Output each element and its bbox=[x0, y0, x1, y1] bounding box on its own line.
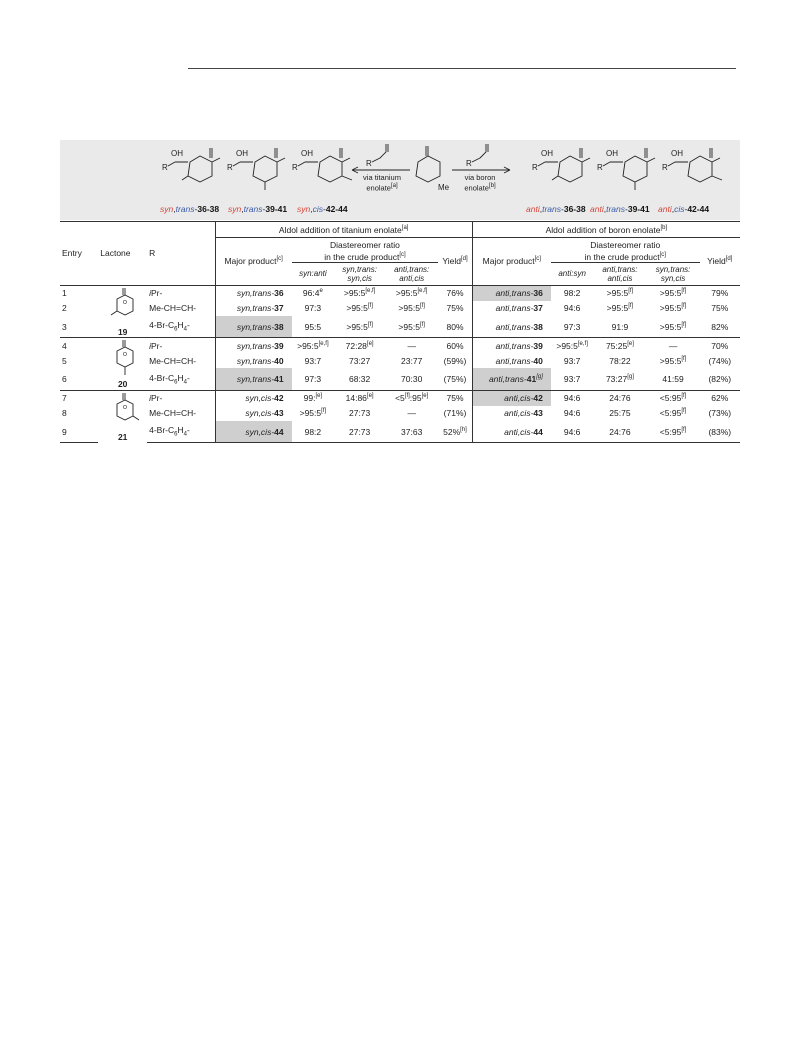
ti-antitrans-anticis-cell: — bbox=[385, 338, 438, 354]
r-cell: iPr- bbox=[147, 390, 215, 406]
ti-dr-header: Diastereomer ratio in the crude product[c] bbox=[292, 238, 439, 263]
b-yield-cell: (73%) bbox=[708, 408, 732, 419]
entry-cell: 3 bbox=[62, 321, 67, 332]
page-header-rule bbox=[188, 68, 736, 69]
ti-sub-1: syn:anti bbox=[292, 262, 335, 285]
ti-syntrans-syncis-cell: 73:27 bbox=[348, 355, 371, 366]
entry-header: Entry bbox=[60, 222, 98, 286]
b-major-product-cell: anti,trans-40 bbox=[472, 353, 551, 368]
b-antitrans-anticis-cell: >95:5[f] bbox=[606, 288, 634, 299]
lactone-number: 20 bbox=[117, 379, 128, 390]
label-syn-trans-39-41: syn,trans-39-41 bbox=[228, 204, 288, 214]
b-yield-cell: 62% bbox=[700, 390, 740, 406]
r-cell: Me-CH=CH- bbox=[149, 303, 197, 314]
b-syntrans-syncis-cell: — bbox=[647, 338, 700, 354]
b-syntrans-syncis-cell: 41:59 bbox=[662, 374, 684, 385]
ti-syn-anti-cell: >95:5[e,f] bbox=[292, 338, 335, 354]
boron-arrow-label: via boron enolate[b] bbox=[464, 173, 496, 193]
b-syntrans-syncis-cell: >95:5[f] bbox=[659, 288, 687, 299]
ti-sub-3: anti,trans: anti,cis bbox=[385, 262, 438, 285]
b-yield-cell: 70% bbox=[700, 338, 740, 354]
b-major-product-header: Major product[c] bbox=[472, 238, 551, 286]
ti-syntrans-syncis-cell: 27:73 bbox=[348, 408, 371, 419]
ti-major-product-header: Major product[c] bbox=[215, 238, 292, 286]
ti-major-product-cell: syn,trans-39 bbox=[215, 338, 292, 354]
b-syntrans-syncis-cell: <5:95[f] bbox=[647, 390, 700, 406]
entry-cell: 6 bbox=[62, 374, 67, 385]
table-row bbox=[60, 353, 740, 368]
b-sub-1: anti:syn bbox=[551, 262, 594, 285]
b-antitrans-anticis-cell: >95:5[f] bbox=[606, 303, 634, 314]
b-syntrans-syncis-cell: <5:95[f] bbox=[659, 408, 687, 419]
entry-cell: 5 bbox=[62, 355, 67, 366]
ti-syntrans-syncis-cell: 72:28[e] bbox=[334, 338, 385, 354]
b-major-product-cell: anti,trans-36 bbox=[472, 285, 551, 301]
svg-text:O: O bbox=[122, 404, 127, 411]
ti-major-product-cell: syn,trans-38 bbox=[215, 316, 292, 338]
b-yield-cell: (83%) bbox=[700, 421, 740, 443]
table-row bbox=[60, 301, 740, 316]
ti-yield-cell: 52%[h] bbox=[438, 421, 472, 443]
table-row bbox=[60, 406, 740, 421]
ti-antitrans-anticis-cell: >95:5[f] bbox=[398, 303, 425, 314]
lactone-cell bbox=[98, 285, 147, 338]
r-cell: $4-Br-C_6H_4-$ bbox=[149, 320, 190, 333]
lactone-number: 21 bbox=[117, 431, 128, 442]
ti-antitrans-anticis-cell: 70:30 bbox=[401, 374, 423, 385]
aldol-results-table bbox=[60, 221, 740, 443]
entry-cell: 9 bbox=[60, 421, 98, 443]
b-anti-syn-cell: >95:5[e,f] bbox=[551, 338, 594, 354]
structure-starting-lactone bbox=[416, 146, 440, 182]
ti-syntrans-syncis-cell: 27:73 bbox=[334, 421, 385, 443]
b-antitrans-anticis-cell: 24:76 bbox=[593, 390, 646, 406]
ti-major-product-cell: syn,trans-41 bbox=[215, 368, 292, 390]
ti-antitrans-anticis-cell: 37:63 bbox=[385, 421, 438, 443]
ti-major-product-cell: syn,cis-42 bbox=[215, 390, 292, 406]
ti-syn-anti-cell: 97:3 bbox=[304, 374, 322, 385]
entry-cell: 7 bbox=[60, 390, 98, 406]
svg-text:O: O bbox=[122, 352, 127, 359]
b-major-product-cell: anti,trans-37 bbox=[472, 301, 551, 316]
ti-syn-anti-cell: >95:5[f] bbox=[299, 408, 327, 419]
b-major-product-cell: anti,trans-39 bbox=[472, 338, 551, 354]
label-syn-cis-42-44: syn,cis-42-44 bbox=[297, 204, 348, 214]
b-sub-2: anti,trans: anti,cis bbox=[593, 262, 646, 285]
ti-syn-anti-cell: 95:5 bbox=[304, 321, 322, 332]
ti-yield-header: Yield[d] bbox=[438, 238, 472, 286]
r-cell: $4-Br-C_6H_4-$ bbox=[149, 372, 190, 386]
lactone-header: Lactone bbox=[98, 222, 147, 286]
ti-yield-cell: 80% bbox=[446, 321, 464, 332]
b-anti-syn-cell: 93:7 bbox=[563, 355, 581, 366]
entry-cell: 1 bbox=[62, 288, 67, 299]
table-row bbox=[60, 316, 740, 338]
b-anti-syn-cell: 98:2 bbox=[563, 288, 581, 299]
b-yield-cell: (82%) bbox=[708, 374, 732, 385]
ti-syn-anti-cell: 93:7 bbox=[304, 355, 322, 366]
r-label-6: R bbox=[662, 163, 668, 172]
ti-syn-anti-cell: 98:2 bbox=[292, 421, 335, 443]
titanium-arrow-label: via titanium enolate[a] bbox=[363, 173, 401, 193]
entry-cell: 2 bbox=[62, 303, 67, 314]
ti-sub-2: syn,trans: syn,cis bbox=[334, 262, 385, 285]
label-anti-trans-36-38: anti,trans-36-38 bbox=[526, 204, 586, 214]
b-syntrans-syncis-cell: >95:5[f] bbox=[659, 321, 687, 332]
b-dr-header: Diastereomer ratio in the crude product[c] bbox=[551, 238, 700, 263]
r-cell: Me-CH=CH- bbox=[149, 355, 197, 366]
r-label-2: R bbox=[227, 163, 233, 172]
ti-major-product-cell: syn,trans-40 bbox=[215, 353, 292, 368]
label-anti-cis-42-44: anti,cis-42-44 bbox=[658, 204, 710, 214]
b-anti-syn-cell: 94:6 bbox=[563, 408, 581, 419]
ti-syntrans-syncis-cell: 14:86[e] bbox=[334, 390, 385, 406]
b-sub-3: syn,trans: syn,cis bbox=[647, 262, 700, 285]
ti-major-product-cell: syn,cis-44 bbox=[215, 421, 292, 443]
ti-yield-cell: 76% bbox=[446, 288, 464, 299]
b-antitrans-anticis-cell: 91:9 bbox=[611, 321, 629, 332]
b-antitrans-anticis-cell: 25:75 bbox=[609, 408, 631, 419]
b-syntrans-syncis-cell: >95:5[f] bbox=[659, 355, 687, 366]
ti-syntrans-syncis-cell: >95:5[f] bbox=[346, 303, 373, 314]
table-row bbox=[60, 421, 740, 443]
lactone-cell bbox=[98, 390, 147, 443]
r-label-4: R bbox=[532, 163, 538, 172]
b-major-product-cell: anti,trans-41[g] bbox=[472, 368, 551, 390]
ti-syntrans-syncis-cell: >95:5[e,f] bbox=[343, 288, 376, 299]
table-row bbox=[60, 368, 740, 390]
r-cell: iPr- bbox=[147, 338, 215, 354]
header-row-1 bbox=[60, 222, 740, 238]
ti-yield-cell: 75% bbox=[446, 303, 464, 314]
r-label-3: R bbox=[292, 163, 298, 172]
ti-major-product-cell: syn,cis-43 bbox=[215, 406, 292, 421]
ti-yield-cell: (71%) bbox=[443, 408, 467, 419]
svg-text:O: O bbox=[122, 299, 127, 306]
ti-yield-cell: (75%) bbox=[443, 374, 467, 385]
ti-yield-cell: 60% bbox=[438, 338, 472, 354]
oh-label-5: OH bbox=[606, 149, 618, 158]
r-label-ald-1: R bbox=[366, 159, 372, 168]
b-syntrans-syncis-cell: <5:95[f] bbox=[647, 421, 700, 443]
b-yield-cell: (74%) bbox=[708, 355, 732, 366]
b-anti-syn-cell: 93:7 bbox=[563, 374, 581, 385]
r-header: R bbox=[147, 222, 215, 286]
r-cell: iPr- bbox=[149, 288, 163, 299]
b-yield-cell: 79% bbox=[711, 288, 729, 299]
ti-yield-cell: 75% bbox=[438, 390, 472, 406]
reaction-scheme bbox=[60, 140, 740, 220]
r-label-1: R bbox=[162, 163, 168, 172]
ti-major-product-cell: syn,trans-36 bbox=[215, 285, 292, 301]
b-yield-header: Yield[d] bbox=[700, 238, 740, 286]
oh-label-3: OH bbox=[301, 149, 313, 158]
table-row bbox=[60, 338, 740, 354]
r-cell: Me-CH=CH- bbox=[149, 408, 197, 419]
ti-syn-anti-cell: 97:3 bbox=[304, 303, 322, 314]
me-label: Me bbox=[438, 183, 450, 192]
b-major-product-cell: anti,cis-43 bbox=[472, 406, 551, 421]
ti-syn-anti-cell: 99:[e] bbox=[292, 390, 335, 406]
b-yield-cell: 75% bbox=[711, 303, 729, 314]
b-antitrans-anticis-cell: 24:76 bbox=[593, 421, 646, 443]
boron-header: Aldol addition of boron enolate[b] bbox=[472, 222, 740, 238]
b-syntrans-syncis-cell: >95:5[f] bbox=[659, 303, 687, 314]
r-label-ald-2: R bbox=[466, 159, 472, 168]
ti-syntrans-syncis-cell: 68:32 bbox=[348, 374, 371, 385]
ti-antitrans-anticis-cell: >95:5[f] bbox=[398, 321, 425, 332]
ti-antitrans-anticis-cell: 23:77 bbox=[401, 355, 423, 366]
ti-syntrans-syncis-cell: >95:5[f] bbox=[346, 321, 373, 332]
entry-cell: 4 bbox=[60, 338, 98, 354]
lactone-number: 19 bbox=[117, 326, 128, 337]
oh-label-4: OH bbox=[541, 149, 553, 158]
oh-label-2: OH bbox=[236, 149, 248, 158]
ti-antitrans-anticis-cell: >95:5[e,f] bbox=[395, 288, 428, 299]
b-anti-syn-cell: 94:6 bbox=[563, 303, 581, 314]
b-antitrans-anticis-cell: 78:22 bbox=[609, 355, 631, 366]
b-anti-syn-cell: 97:3 bbox=[563, 321, 581, 332]
table-row bbox=[60, 285, 740, 301]
ti-syn-anti-cell: 96:4e bbox=[302, 288, 323, 299]
b-antitrans-anticis-cell: 73:27[g] bbox=[605, 374, 634, 385]
b-anti-syn-cell: 94:6 bbox=[551, 390, 594, 406]
ti-major-product-cell: syn,trans-37 bbox=[215, 301, 292, 316]
label-syn-trans-36-38: syn,trans-36-38 bbox=[160, 204, 220, 214]
ti-antitrans-anticis-cell: <5[f]:95[e] bbox=[385, 390, 438, 406]
r-label-5: R bbox=[597, 163, 603, 172]
b-anti-syn-cell: 94:6 bbox=[551, 421, 594, 443]
titanium-header: Aldol addition of titanium enolate[a] bbox=[215, 222, 472, 238]
ti-antitrans-anticis-cell: — bbox=[407, 408, 416, 419]
b-antitrans-anticis-cell: 75:25[e] bbox=[593, 338, 646, 354]
oh-label-1: OH bbox=[171, 149, 183, 158]
lactone-cell bbox=[98, 338, 147, 391]
label-anti-trans-39-41: anti,trans-39-41 bbox=[590, 204, 650, 214]
table-row bbox=[60, 390, 740, 406]
lactone-structure-icon bbox=[103, 392, 143, 438]
table-body bbox=[60, 285, 740, 443]
b-major-product-cell: anti,cis-44 bbox=[472, 421, 551, 443]
b-major-product-cell: anti,trans-38 bbox=[472, 316, 551, 338]
entry-cell: 8 bbox=[62, 408, 67, 419]
b-yield-cell: 82% bbox=[711, 321, 729, 332]
b-major-product-cell: anti,cis-42 bbox=[472, 390, 551, 406]
ti-yield-cell: (59%) bbox=[443, 355, 467, 366]
r-cell: $4-Br-C_6H_4-$ bbox=[147, 421, 215, 443]
oh-label-6: OH bbox=[671, 149, 683, 158]
lactone-structure-icon bbox=[103, 287, 143, 333]
